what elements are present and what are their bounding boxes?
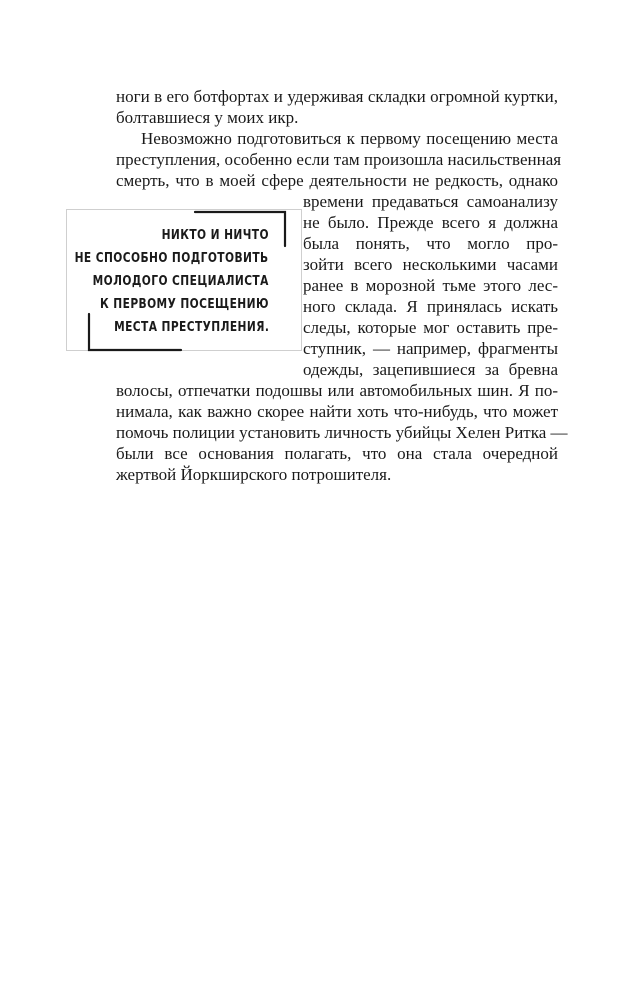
body-text-line: волосы, отпечатки подошвы или автомобильных шин. Я по- [116, 381, 558, 400]
body-text-line: зойти всего несколькими часами [303, 255, 558, 274]
body-text-line: смерть, что в моей сфере деятельности не редкость, однако [116, 171, 558, 190]
pull-quote-line: МЕСТА ПРЕСТУПЛЕНИЯ. [113, 320, 269, 335]
body-text-line: не было. Прежде всего я должна [303, 213, 558, 232]
body-text-line: болтавшиеся у моих икр. [116, 108, 299, 127]
pull-quote-line: МОЛОДОГО СПЕЦИАЛИСТА [92, 274, 269, 289]
body-text-line: помочь полиции установить личность убийцы Хелен Ритка — [116, 423, 568, 442]
body-text-line: следы, которые мог оставить пре- [303, 318, 558, 337]
body-text-line: одежды, зацепившиеся за бревна [303, 360, 558, 379]
body-text-line: нимала, как важно скорее найти хоть что-нибудь, что может [116, 402, 558, 421]
body-text-line: Невозможно подготовиться к первому посещению места [141, 129, 558, 148]
pull-quote-line: К ПЕРВОМУ ПОСЕЩЕНИЮ [100, 297, 269, 312]
body-text-line: ноги в его ботфортах и удерживая складки огромной куртки, [116, 87, 558, 106]
body-text-line: преступления, особенно если там произошла насильственная [116, 150, 562, 169]
pull-quote-line: НИКТО И НИЧТО [161, 228, 269, 243]
body-text-line: была понять, что могло про- [303, 234, 558, 253]
pull-quote-box [66, 209, 302, 351]
body-text-line: ранее в морозной тьме этого лес- [303, 276, 558, 295]
body-text-line: ного склада. Я принялась искать [303, 297, 558, 316]
body-text-line: жертвой Йоркширского потрошителя. [116, 465, 392, 484]
body-text-line: были все основания полагать, что она стала очередной [116, 444, 558, 463]
body-text-line: времени предаваться самоанализу [303, 192, 558, 211]
body-text-line: ступник, — например, фрагменты [303, 339, 558, 358]
pull-quote-line: НЕ СПОСОБНО ПОДГОТОВИТЬ [75, 251, 269, 266]
